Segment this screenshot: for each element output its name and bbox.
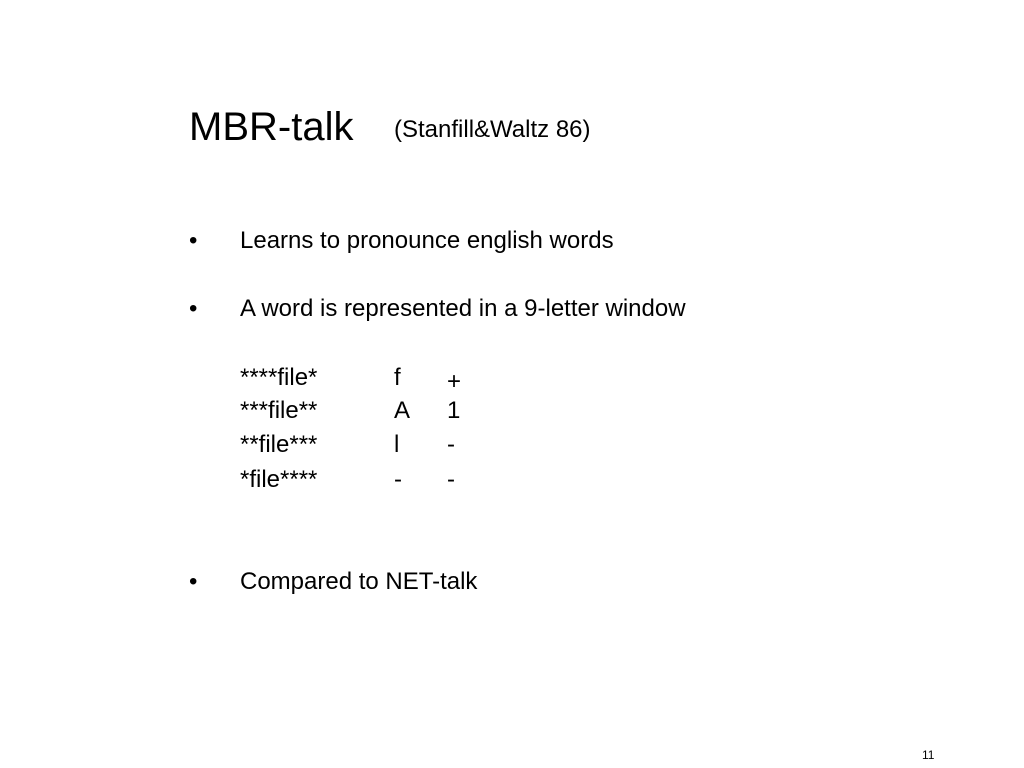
- page-number: 11: [922, 748, 935, 762]
- window-letter: f: [394, 364, 401, 391]
- window-sound: +: [447, 368, 462, 395]
- window-letter: A: [394, 397, 411, 424]
- slide-title: MBR-talk: [189, 105, 354, 149]
- bullet-text: A word is represented in a 9-letter window: [240, 295, 686, 322]
- window-letter: l: [394, 431, 400, 458]
- window-letter: -: [394, 466, 402, 493]
- window-sound: 1: [447, 397, 461, 424]
- window-sound: -: [447, 466, 455, 493]
- window-pattern: ****file*: [240, 364, 318, 391]
- window-pattern: *file****: [240, 466, 318, 493]
- slide-subtitle: (Stanfill&Waltz 86): [394, 116, 591, 143]
- bullet-text: Learns to pronounce english words: [240, 227, 614, 254]
- window-pattern: ***file**: [240, 397, 318, 424]
- bullet-dot-icon: •: [189, 295, 198, 322]
- bullet-dot-icon: •: [189, 568, 198, 595]
- window-pattern: **file***: [240, 431, 318, 458]
- bullet-text: Compared to NET-talk: [240, 568, 478, 595]
- window-sound: -: [447, 431, 455, 458]
- bullet-dot-icon: •: [189, 227, 198, 254]
